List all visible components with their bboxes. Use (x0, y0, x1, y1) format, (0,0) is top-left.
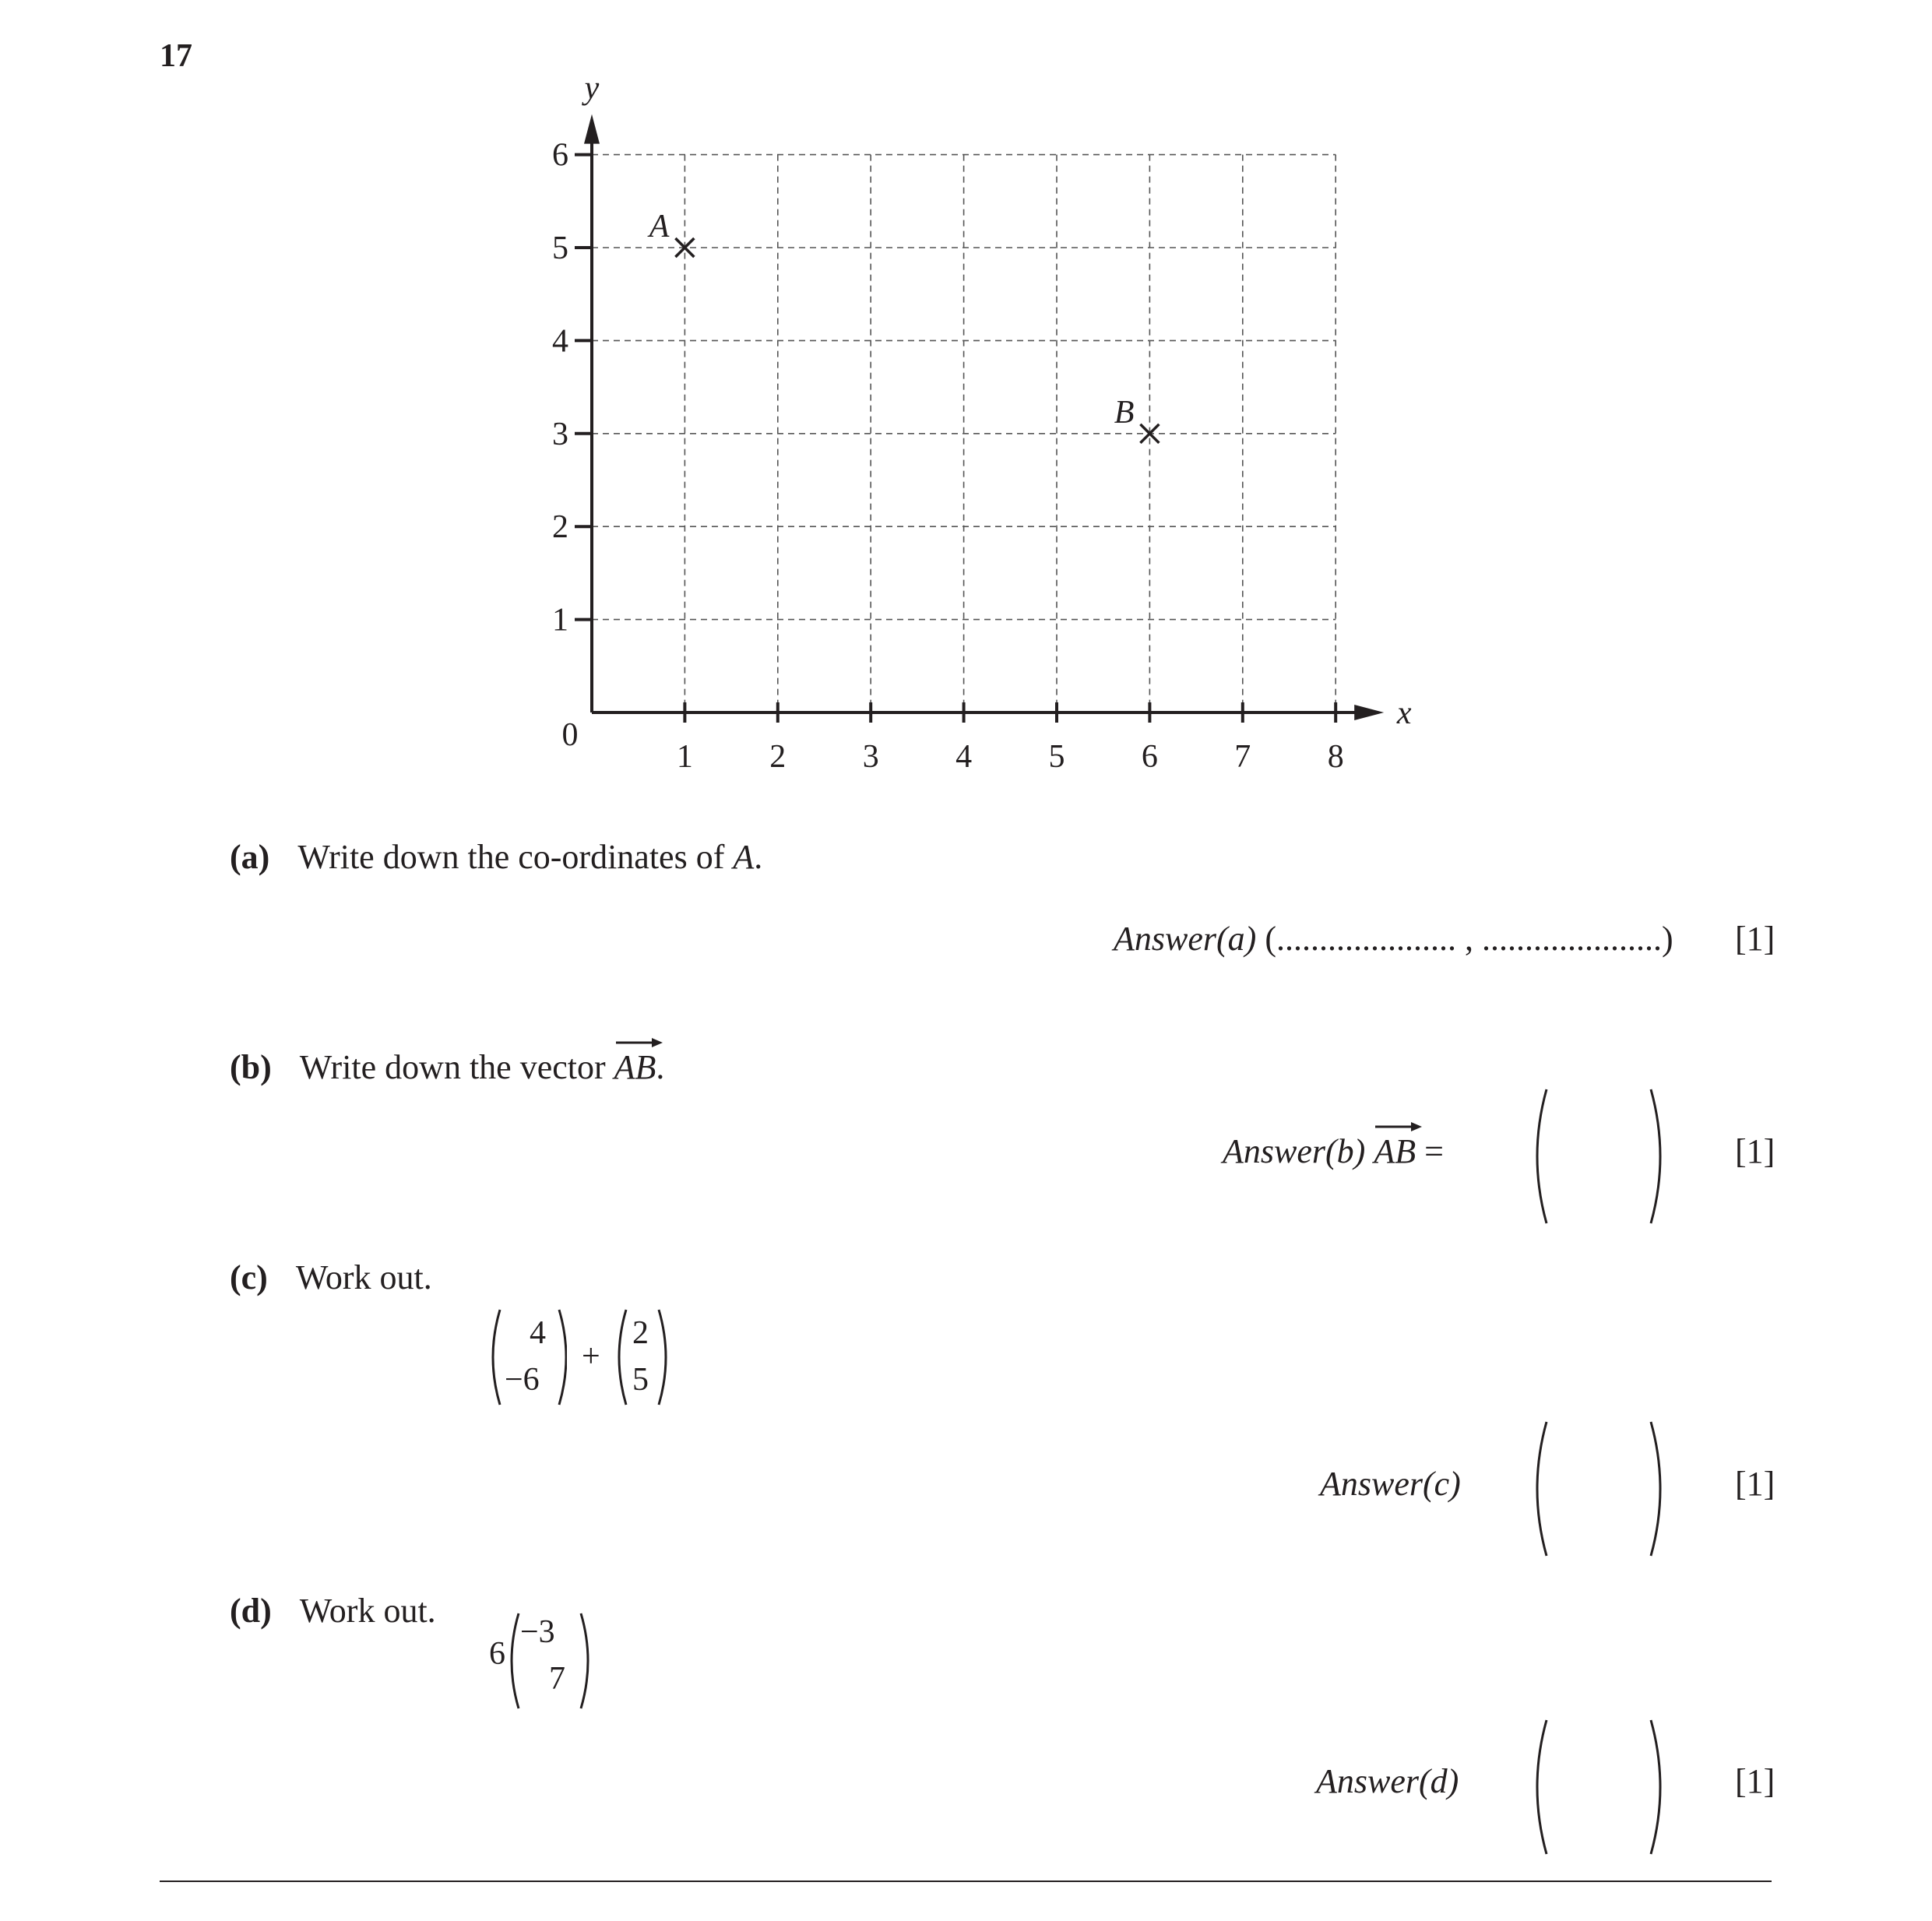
y-tick-label: 1 (552, 602, 568, 639)
part-b-vector: AB (614, 1047, 656, 1087)
coordinate-grid (498, 70, 1417, 786)
answer-b-label: Answer(b) (1223, 1132, 1366, 1170)
part-b-text: Write down the vector (299, 1048, 614, 1086)
part-a-question (230, 837, 762, 877)
x-axis-label: x (1396, 695, 1412, 731)
answer-a-line (1114, 919, 1673, 959)
part-c-vector1-bottom: −6 (505, 1362, 540, 1398)
x-tick-label: 8 (1327, 739, 1344, 775)
question-number: 17 (160, 38, 192, 74)
part-d-vector-bottom: 7 (549, 1661, 565, 1697)
part-d-vector-top: −3 (520, 1614, 555, 1650)
x-tick-label: 1 (676, 739, 693, 775)
x-axis-arrow-icon (1354, 705, 1384, 720)
y-tick-label: 4 (552, 323, 568, 360)
point-a-label: A (649, 209, 670, 245)
marks-d: [1] (1735, 1762, 1775, 1800)
part-c-plus: + (582, 1339, 600, 1374)
point-b-label: B (1114, 394, 1135, 431)
part-a-text-end: . (754, 838, 763, 876)
y-tick-label: 5 (552, 230, 568, 266)
part-a-label: (a) (230, 838, 270, 876)
part-b-label: (b) (230, 1048, 272, 1086)
answer-d-vector-brackets[interactable] (1533, 1717, 1665, 1857)
vector-arrow-icon (614, 1036, 664, 1049)
y-tick-label: 3 (552, 416, 568, 452)
answer-d-label: Answer(d) (1316, 1762, 1459, 1800)
answer-c-vector-brackets[interactable] (1533, 1419, 1665, 1559)
answer-c-label: Answer(c) (1320, 1465, 1461, 1503)
answer-a-blank[interactable]: (..................... , .....................) (1265, 920, 1673, 958)
bottom-rule (160, 1881, 1772, 1882)
part-c-label: (c) (230, 1258, 268, 1296)
part-c-vector2-bottom: 5 (632, 1362, 649, 1398)
part-d-text: Work out. (299, 1592, 436, 1630)
x-tick-label: 4 (955, 739, 973, 775)
marks-a: [1] (1735, 920, 1775, 958)
y-axis-label: y (584, 70, 600, 107)
answer-b-vector-brackets[interactable] (1533, 1086, 1665, 1226)
x-tick-label: 6 (1141, 739, 1158, 775)
x-tick-label: 2 (769, 739, 787, 775)
part-d-label: (d) (230, 1592, 272, 1630)
answer-b-vector: AB (1374, 1131, 1416, 1171)
x-tick-label: 5 (1048, 739, 1065, 775)
answer-b-equals: = (1424, 1132, 1444, 1170)
x-tick-label: 3 (862, 739, 879, 775)
part-a-point-var: A (733, 838, 755, 876)
y-axis-arrow-icon (584, 114, 600, 144)
part-d-question (230, 1591, 436, 1631)
vector-arrow-icon (1374, 1121, 1423, 1133)
answer-a-label: Answer(a) (1114, 920, 1257, 958)
part-c-text: Work out. (295, 1258, 432, 1296)
marks-b: [1] (1735, 1132, 1775, 1170)
x-tick-label: 7 (1234, 739, 1251, 775)
answer-b-line (1223, 1131, 1444, 1171)
y-tick-label: 6 (552, 137, 568, 174)
part-c-vector2-top: 2 (632, 1315, 649, 1351)
part-d-scalar: 6 (489, 1636, 505, 1672)
marks-c: [1] (1735, 1465, 1775, 1503)
part-a-text: Write down the co-ordinates of (297, 838, 734, 876)
origin-label: 0 (561, 717, 579, 753)
part-b-question (230, 1047, 664, 1087)
part-b-text-end: . (656, 1048, 665, 1086)
part-c-question (230, 1258, 432, 1297)
part-c-vector1-top: 4 (530, 1315, 546, 1351)
y-tick-label: 2 (552, 509, 568, 546)
